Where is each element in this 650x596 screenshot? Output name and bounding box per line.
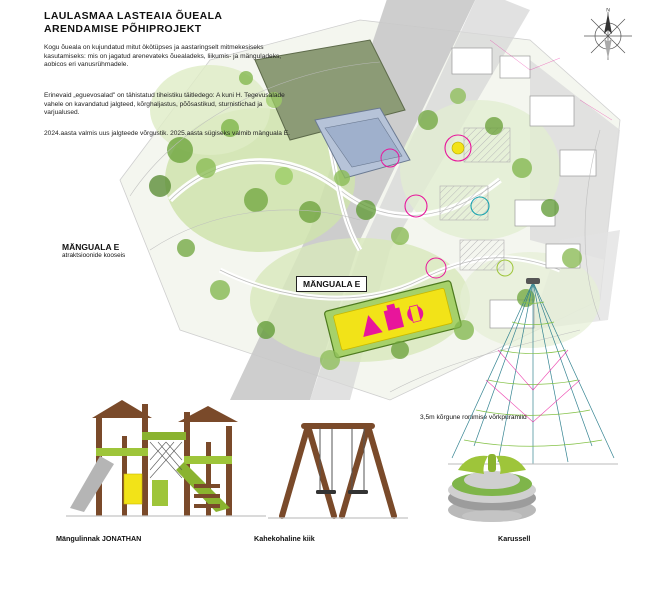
play-area-label-left — [62, 242, 125, 259]
compass-north-label: N — [606, 8, 610, 14]
page-title — [44, 10, 344, 36]
play-area-left-name: MÄNGUALA E — [62, 242, 120, 252]
play-structure-jonathan-illustration — [66, 392, 266, 532]
description-paragraph-2: Erinevaid „eguevosalad" on tähistatud tiheistiku täitledego: A kuni H. Tegevusalade vahele on kavandatud jalgteed, kõrghaljastus, põõsastikud, sturnistichad ja varjualused. — [44, 92, 285, 117]
climbing-pyramid-note: 3,5m kõrgune ronimise võrkpüramiid — [420, 414, 527, 421]
description-paragraph-3: 2024.aasta valmis uus jalgteede võrgustik. 2025.aasta sügiseks valmib mänguala E. — [44, 130, 290, 137]
title-line-2: ARENDAMISE PÕHIPROJEKT — [44, 23, 202, 35]
title-line-1: LAULASMAA LASTEAIA ÕUEALA — [44, 10, 223, 22]
double-swing-illustration — [268, 408, 408, 534]
play-area-left-sub: atraktsioonide kooseis — [62, 252, 126, 259]
carousel-illustration — [432, 440, 552, 530]
play-area-label-center: MÄNGUALA E — [296, 276, 367, 292]
description-paragraph-1: Kogu õueala on kujundatud mitut ökötüpses ja aastaringselt mitmekesiseks kasutamiseks: mis on jagatud arenevateks õuealadeks, liikumis- ja mänguladeks, aobicos eri vanusrühmadele. — [44, 44, 282, 69]
caption-carousel: Karussell — [498, 534, 531, 543]
caption-swing: Kahekohaline kiik — [254, 534, 315, 543]
caption-jonathan: Mängulinnak JONATHAN — [56, 534, 142, 543]
compass-rose — [580, 8, 636, 64]
